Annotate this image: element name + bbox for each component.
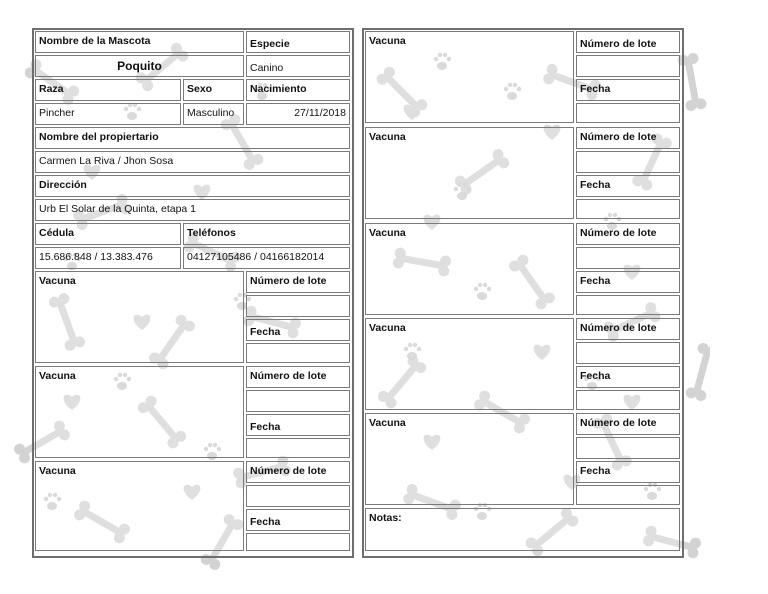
breed-label: Raza (35, 79, 181, 101)
lot-value (576, 342, 680, 364)
id-label: Cédula (35, 223, 181, 245)
sex-label: Sexo (183, 79, 244, 101)
vaccine-box: Vacuna (35, 461, 244, 551)
address-label: Dirección (35, 175, 350, 197)
sex-value: Masculino (183, 103, 244, 125)
owner-name-label: Nombre del propiertario (35, 127, 350, 149)
vaccine-box: Vacuna (35, 366, 244, 458)
date-value (576, 199, 680, 219)
lot-label: Número de lote (246, 271, 350, 293)
date-label: Fecha (576, 366, 680, 388)
date-label: Fecha (576, 461, 680, 483)
date-value (246, 343, 350, 363)
lot-value (246, 485, 350, 507)
phone-value: 04127105486 / 04166182014 (183, 247, 350, 269)
pet-name-value: Poquito (35, 55, 244, 77)
birth-label: Nacimiento (246, 79, 350, 101)
lot-value (246, 390, 350, 412)
pet-name-label: Nombre de la Mascota (35, 31, 244, 53)
date-value (576, 295, 680, 315)
lot-label: Número de lote (576, 31, 680, 53)
species-value: Canino (246, 55, 350, 77)
date-label: Fecha (576, 271, 680, 293)
vaccine-box: Vacuna (35, 271, 244, 363)
vaccine-box: Vacuna (365, 318, 574, 410)
date-value (246, 533, 350, 551)
owner-name-value: Carmen La Riva / Jhon Sosa (35, 151, 350, 173)
vaccine-box: Vacuna (365, 31, 574, 123)
date-value (576, 485, 680, 505)
date-label: Fecha (246, 414, 350, 436)
birth-value: 27/11/2018 (246, 103, 350, 125)
lot-label: Número de lote (576, 318, 680, 340)
date-value (576, 103, 680, 123)
species-label: Especie (246, 31, 350, 53)
phone-label: Teléfonos (183, 223, 350, 245)
lot-label: Número de lote (246, 461, 350, 483)
lot-value (576, 437, 680, 459)
notes-box: Notas: (365, 508, 680, 551)
lot-label: Número de lote (576, 413, 680, 435)
address-value: Urb El Solar de la Quinta, etapa 1 (35, 199, 350, 221)
lot-value (576, 247, 680, 269)
date-label: Fecha (576, 175, 680, 197)
lot-label: Número de lote (576, 223, 680, 245)
lot-value (576, 55, 680, 77)
vaccine-box: Vacuna (365, 413, 574, 505)
breed-value: Pincher (35, 103, 181, 125)
lot-label: Número de lote (576, 127, 680, 149)
date-value (576, 390, 680, 410)
date-label: Fecha (576, 79, 680, 101)
lot-value (576, 151, 680, 173)
date-label: Fecha (246, 509, 350, 531)
lot-label: Número de lote (246, 366, 350, 388)
lot-value (246, 295, 350, 317)
id-value: 15.686.848 / 13.383.476 (35, 247, 181, 269)
date-label: Fecha (246, 319, 350, 341)
vaccine-box: Vacuna (365, 223, 574, 315)
vaccine-box: Vacuna (365, 127, 574, 219)
date-value (246, 438, 350, 458)
